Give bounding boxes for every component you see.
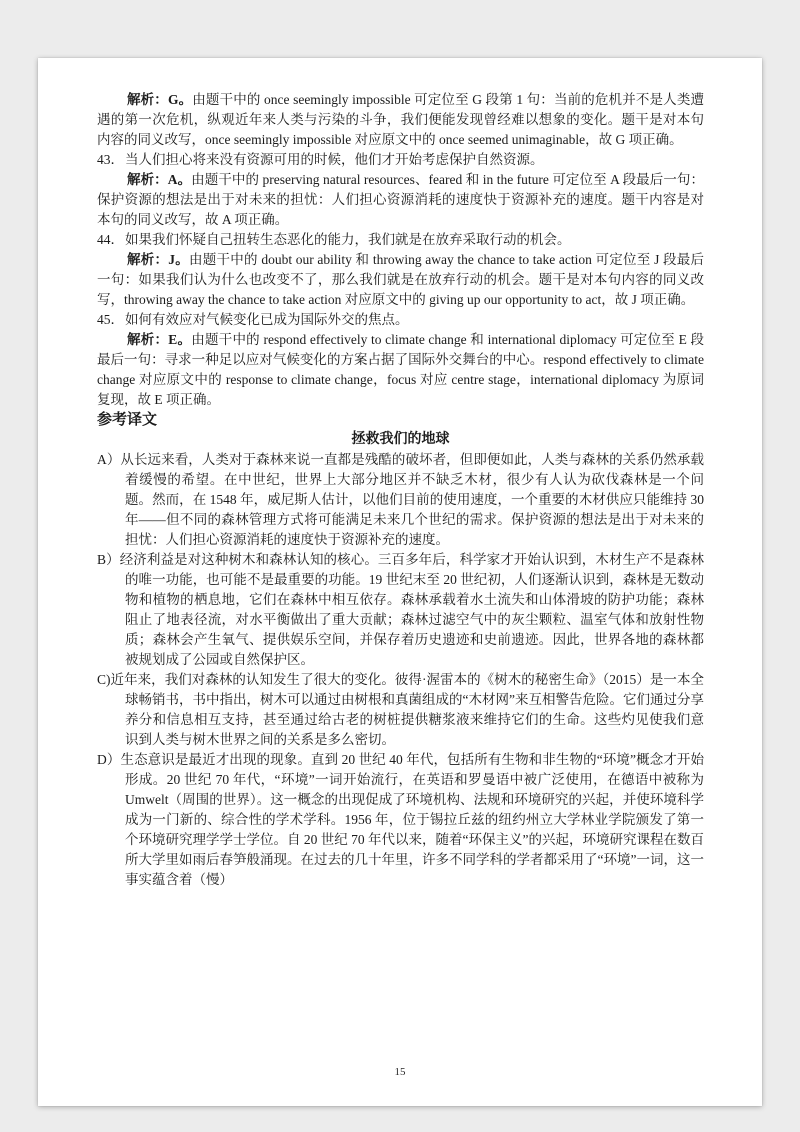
question-text: 如何有效应对气候变化已成为国际外交的焦点。 [125, 312, 409, 327]
translation-paragraph [97, 750, 704, 890]
document-page [38, 58, 762, 1106]
question-number: 44． [97, 232, 124, 247]
analysis-label: 解析：E。 [127, 332, 192, 347]
analysis-paragraph [97, 90, 704, 150]
paragraph-text: 近年来，我们对森林的认知发生了很大的变化。彼得·渥雷本的《树木的秘密生命》（2015）是一本全球畅销书，书中指出，树木可以通过由树根和真菌组成的“木材网”来互相警告危险。它们通过分享养分和信息相互支持，甚至通过给古老的树桩提供糖浆液来维持它们的生命。这些灼见使我们意识到人类与树木世界之间的关系是多么密切。 [110, 672, 704, 747]
question-line [97, 310, 704, 330]
paragraph-marker: D） [97, 752, 121, 767]
translation-paragraph [97, 670, 704, 750]
paragraph-marker: A） [97, 452, 121, 467]
paragraph-marker: C) [97, 672, 111, 687]
analysis-paragraph [97, 330, 704, 410]
analysis-text: 由题干中的 once seemingly impossible 可定位至 G 段第 1 句：当前的危机并不是人类遭遇的第一次危机，纵观近年来人类与污染的斗争，我们便能发现曾经难以想象的变化。题干是对本句内容的同义改写，once seemingly impossible 对应原文中的 once seemed unimaginable，故 G 项正确。 [97, 92, 704, 147]
question-line [97, 150, 704, 170]
question-number: 45． [97, 312, 124, 327]
page-content [38, 58, 762, 890]
analysis-paragraph [97, 250, 704, 310]
question-text: 如果我们怀疑自己扭转生态恶化的能力，我们就是在放弃采取行动的机会。 [125, 232, 571, 247]
analysis-text: 由题干中的 preserving natural resources、feared 和 in the future 可定位至 A 段最后一句：保护资源的想法是出于对未来的担忧：人们担心资源消耗的速度快于资源补充的速度。题干内容是对本句的同义改写，故 A 项正确。 [97, 172, 705, 227]
translation-paragraph [97, 450, 704, 550]
analysis-label: 解析：A。 [127, 172, 192, 187]
question-line [97, 230, 704, 250]
analysis-text: 由题干中的 doubt our ability 和 throwing away the chance to take action 可定位至 J 段最后一句：如果我们认为什么也改变不了，那么我们就是在放弃行动的机会。题干是对本句内容的同义改写，throwing away the chance to take action 对应原文中的 giving up our opportunity to act，故 J 项正确。 [97, 252, 704, 307]
paragraph-text: 生态意识是最近才出现的现象。直到 20 世纪 40 年代，包括所有生物和非生物的“环境”概念才开始形成。20 世纪 70 年代，“环境”一词开始流行，在英语和罗曼语中被广泛使用，在德语中被称为 Umwelt（周围的世界）。这一概念的出现促成了环境机构、法规和环境研究的兴起，并使环境科学成为一门新的、综合性的学术学科。1956 年，位于锡拉丘兹的纽约州立大学林业学院颁发了第一个环境研究理学学士学位。自 20 世纪 70 年代以来，随着“环保主义”的兴起，环境研究课程在数百所大学里如雨后春笋般涌现。在过去的几十年里，许多不同学科的学者都采用了“环境”一词，这一事实蕴含着（慢） [120, 752, 705, 887]
translation-paragraph [97, 550, 704, 670]
passage-title: 拯救我们的地球 [351, 432, 450, 447]
paragraph-text: 经济利益是对这种树木和森林认知的核心。三百多年后，科学家才开始认识到，木材生产不是森林的唯一功能，也可能不是最重要的功能。19 世纪末至 20 世纪初，人们逐渐认识到，森林是无数动物和植物的栖息地，它们在森林中相互依存。森林承载着水土流失和山体滑坡的防护功能；森林阻止了地表径流，对水平衡做出了重大贡献；森林过滤空气中的灰尘颗粒、温室气体和放射性物质；森林会产生氧气、提供娱乐空间，并保存着历史遗迹和史前遗迹。因此，世界各地的森林都被规划成了公园或自然保护区。 [119, 552, 704, 667]
paragraph-text: 从长远来看，人类对于森林来说一直都是残酷的破坏者，但即便如此，人类与森林的关系仍然承载着缓慢的希望。在中世纪，世界上大部分地区并不缺乏木材，很少有人认为砍伐森林是一个问题。然而，在 1548 年，威尼斯人估计，以他们目前的使用速度，一个重要的木材供应只能维持 30 年——但不同的森林管理方式将可能满足未来几个世纪的需求。保护资源的想法是出于对未来的担忧：人们担心资源消耗的速度快于资源补充的速度。 [120, 452, 705, 547]
question-number: 43． [97, 152, 124, 167]
paragraph-marker: B） [97, 552, 120, 567]
page-number: 15 [394, 1066, 406, 1078]
section-heading: 参考译文 [97, 412, 158, 428]
analysis-text: 由题干中的 respond effectively to climate change 和 international diplomacy 可定位至 E 段最后一句：寻求一种足以应对气候变化的方案占据了国际外交舞台的中心。respond effectively to climate change 对应原文中的 response to climate change，focus 对应 centre stage，international diplomacy 为原词复现，故 E 项正确。 [97, 332, 705, 407]
analysis-paragraph [97, 170, 704, 230]
question-text: 当人们担心将来没有资源可用的时候，他们才开始考虑保护自然资源。 [125, 152, 544, 167]
analysis-label: 解析：J。 [127, 252, 190, 267]
analysis-label: 解析：G。 [127, 92, 193, 107]
